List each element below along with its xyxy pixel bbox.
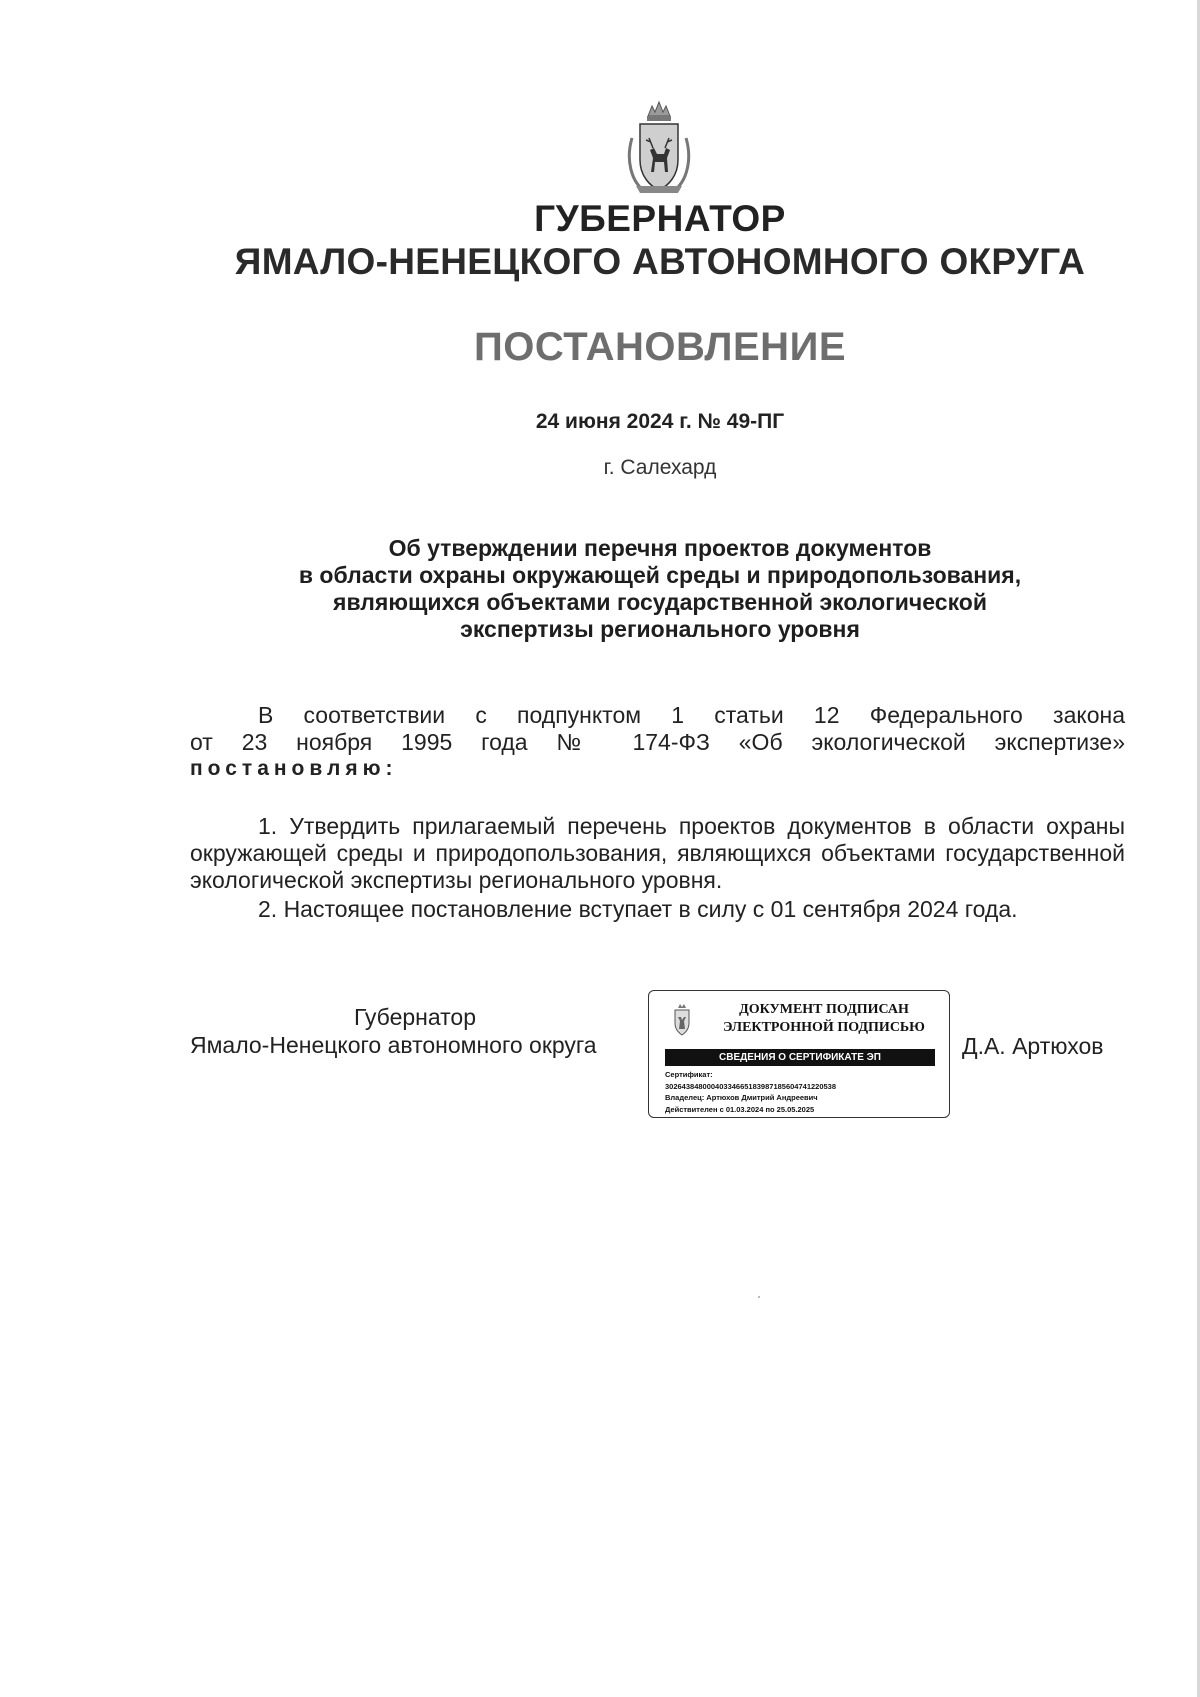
signatory-title-line-2: Ямало-Ненецкого автономного округа	[190, 1032, 597, 1058]
document-number-date: 24 июня 2024 г. № 49-ПГ	[535, 410, 785, 433]
subject-line: в области охраны окружающей среды и природопользования,	[298, 562, 1022, 588]
scan-speck	[758, 1296, 760, 1298]
region-title: ЯМАЛО-НЕНЕЦКОГО АВТОНОМНОГО ОКРУГА	[234, 241, 1086, 282]
subject-line: Об утверждении перечня проектов документов	[388, 535, 932, 561]
preamble-line-1	[190, 702, 1125, 729]
signatory-name: Д.А. Артюхов	[962, 1033, 1104, 1059]
signatory-title-line-1: Губернатор	[353, 1004, 477, 1030]
certificate-label: Сертификат:	[665, 1070, 713, 1079]
stamp-heading	[699, 1001, 949, 1037]
subject-line: экспертизы регионального уровня	[460, 616, 860, 642]
stamp-certificate-bar: СВЕДЕНИЯ О СЕРТИФИКАТЕ ЭП	[665, 1049, 935, 1066]
stamp-heading-line-2: ЭЛЕКТРОННОЙ ПОДПИСЬЮ	[723, 1020, 925, 1035]
document-type-title: ПОСТАНОВЛЕНИЕ	[473, 325, 846, 369]
certificate-owner: Владелец: Артюхов Дмитрий Андреевич	[665, 1093, 818, 1102]
authority-title: ГУБЕРНАТОР	[534, 198, 786, 239]
item-2-paragraph: 2. Настоящее постановление вступает в силу с 01 сентября 2024 года.	[258, 896, 1018, 922]
document-subject	[190, 535, 1130, 643]
preamble-line-2: от 23 ноября 1995 года № 174-ФЗ «Об экологической экспертизе»	[190, 729, 1125, 755]
stamp-emblem-icon	[671, 1003, 693, 1037]
item-1-paragraph	[190, 813, 1125, 894]
stamp-heading-line-1: ДОКУМЕНТ ПОДПИСАН	[739, 1002, 909, 1017]
preamble-text-1: В соответствии с подпунктом 1 статьи 12 Федерального закона	[258, 702, 1125, 728]
certificate-number: 30264384800040334665183987185604741220538	[665, 1081, 837, 1091]
electronic-signature-stamp	[648, 990, 950, 1118]
stamp-certificate-info	[665, 1069, 945, 1115]
item-1-text: 1. Утвердить прилагаемый перечень проектов документов в области охраны окружающей среды и природопользования, являющихся объектами государственной экологической экспертизы регионального уровня.	[190, 813, 1125, 893]
document-city: г. Салехард	[603, 456, 717, 479]
subject-line: являющихся объектами государственной экологической	[333, 589, 987, 615]
certificate-validity: Действителен с 01.03.2024 по 25.05.2025	[665, 1104, 815, 1114]
resolve-word: постановляю:	[190, 757, 398, 780]
coat-of-arms-emblem	[624, 98, 694, 196]
signatory-title	[190, 1003, 640, 1059]
